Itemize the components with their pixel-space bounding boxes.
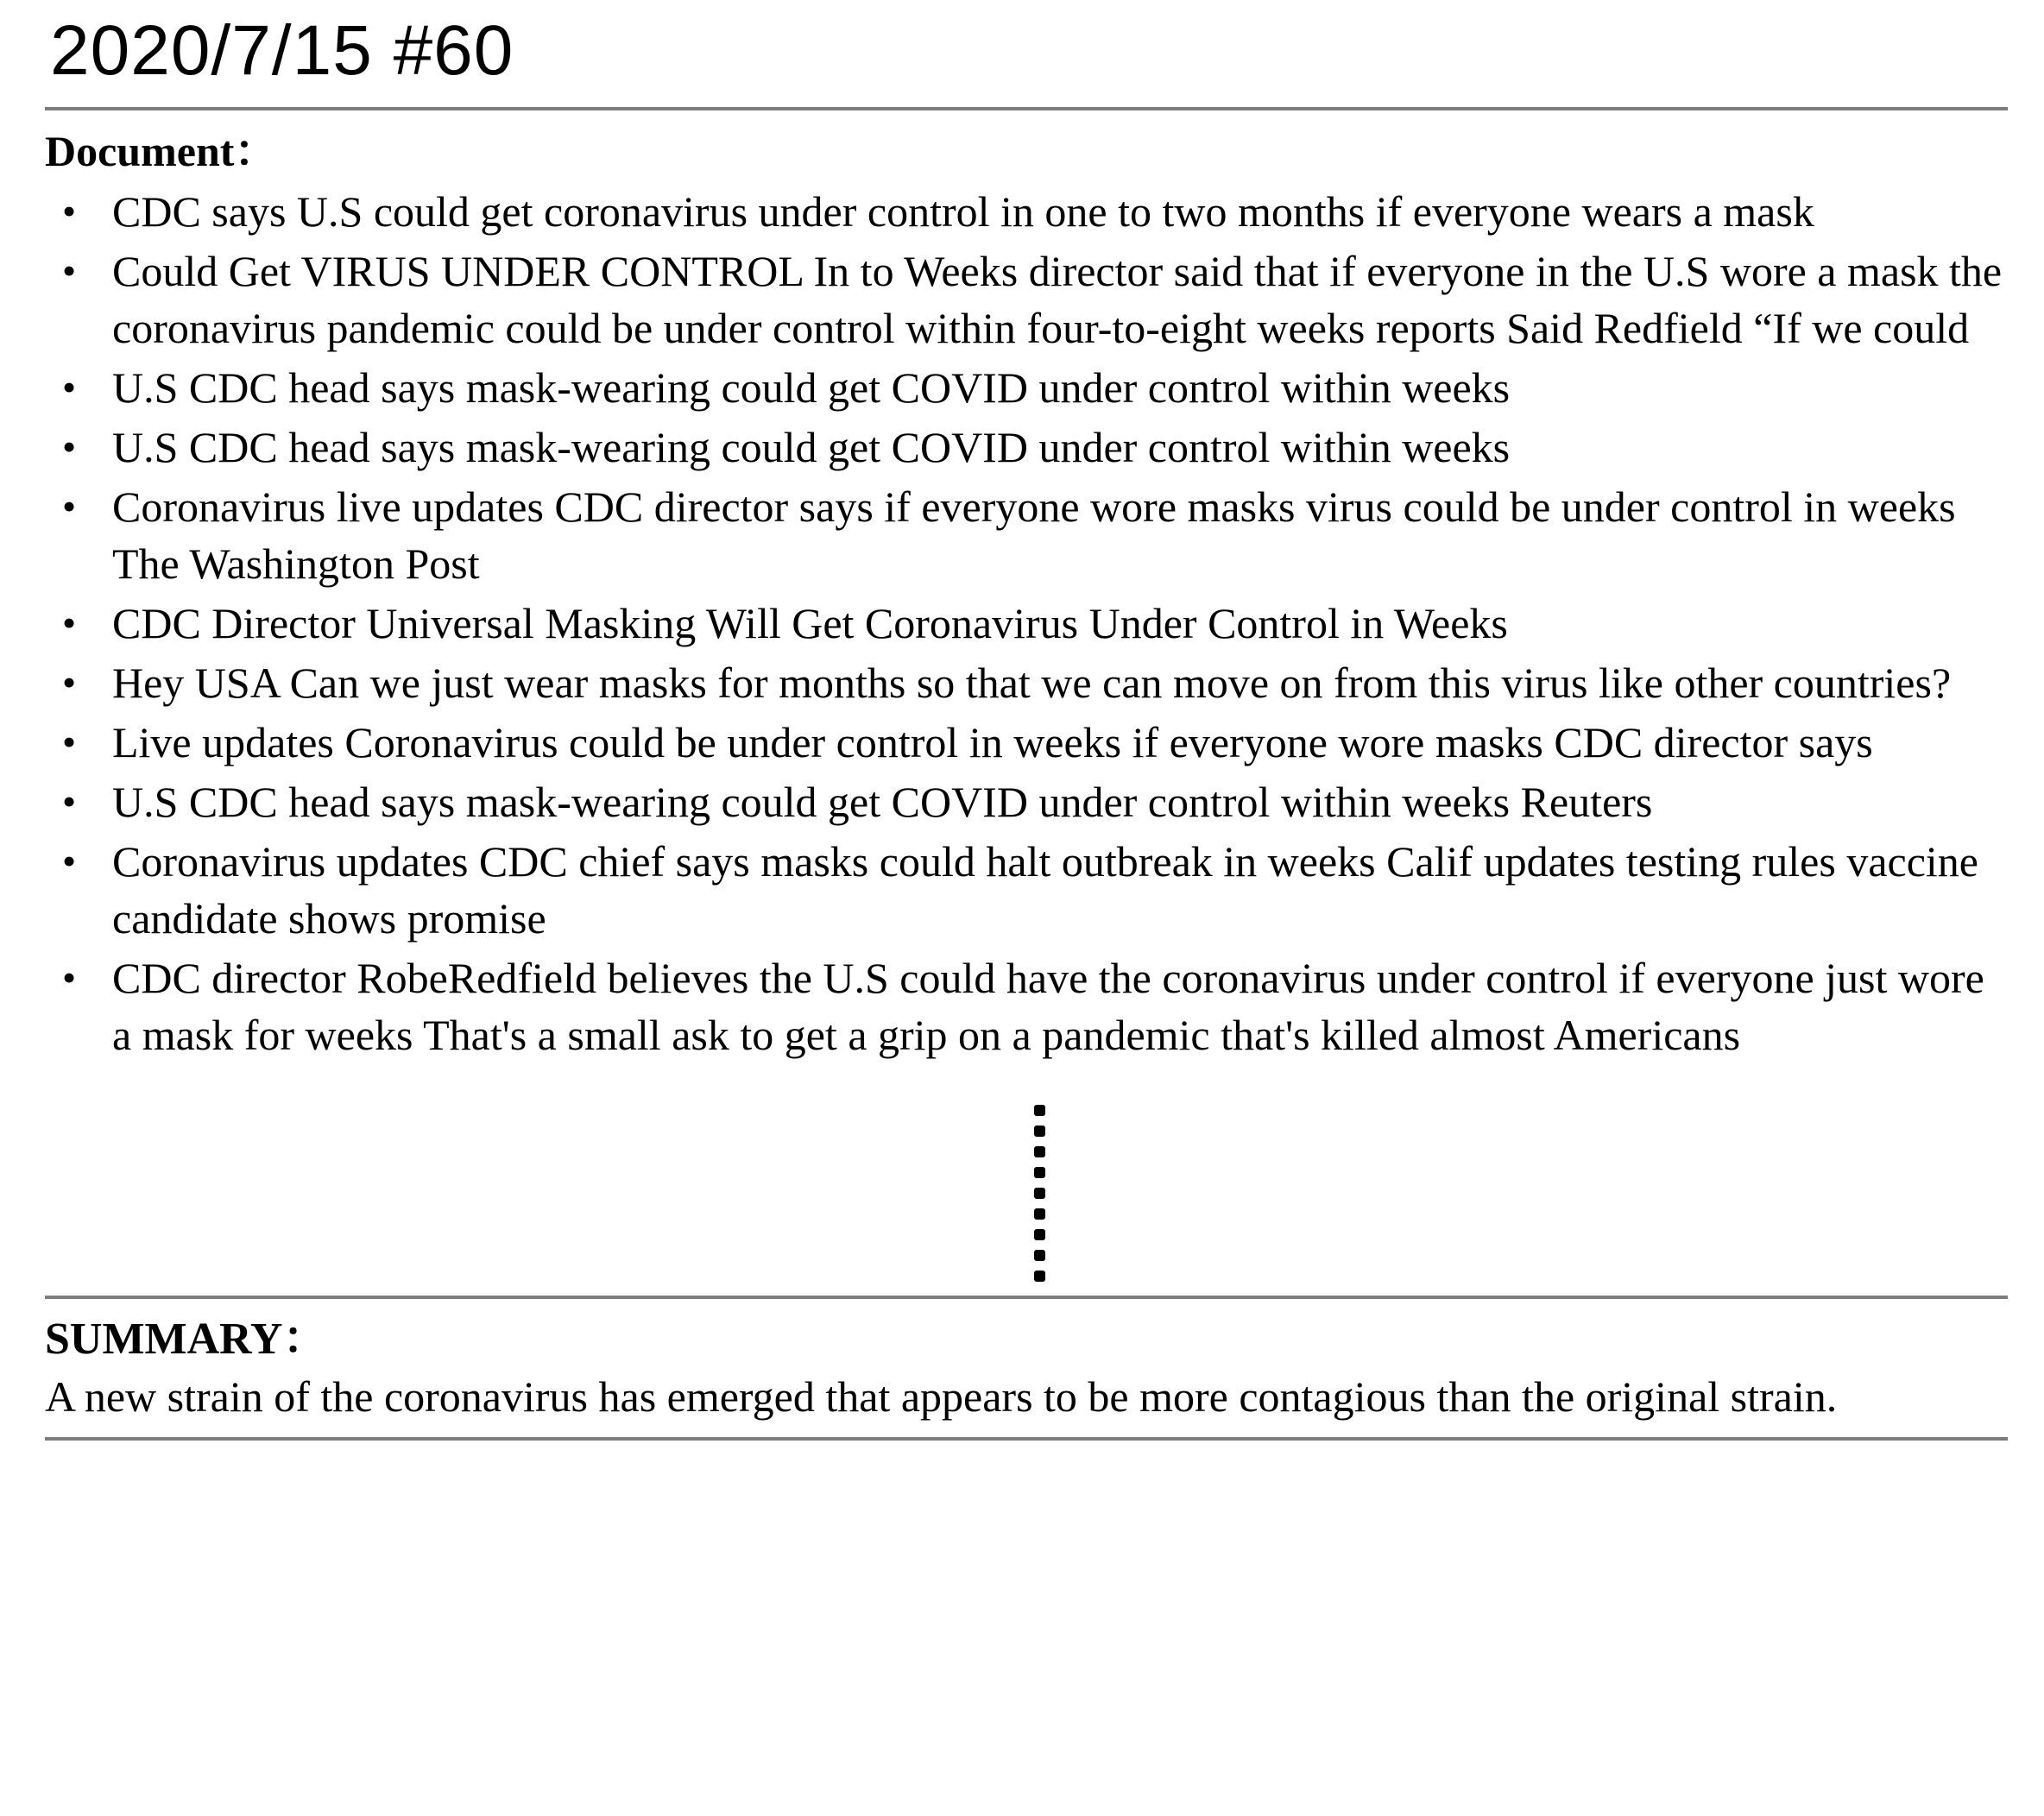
page-title: 2020/7/15 #60 — [50, 11, 514, 90]
headline-item: • Coronavirus updates CDC chief says masks could halt outbreak in weeks Calif updates testing rules vaccine candidate shows promise — [45, 833, 2003, 947]
ellipsis-dot — [1034, 1105, 1045, 1116]
headline-item: • CDC Director Universal Masking Will Get Coronavirus Under Control in Weeks — [45, 595, 2003, 652]
ellipsis-dot — [1034, 1208, 1045, 1220]
headline-item: • Hey USA Can we just wear masks for months so that we can move on from this virus like other countries? — [45, 654, 2003, 711]
ellipsis-dot — [1034, 1126, 1045, 1137]
vertical-ellipsis-icon — [1034, 1105, 1045, 1282]
headline-item: • U.S CDC head says mask-wearing could get COVID under control within weeks Reuters — [45, 773, 2003, 830]
summary-text: A new strain of the coronavirus has emerged that appears to be more contagious than the original strain. — [45, 1372, 1838, 1422]
ellipsis-dot — [1034, 1167, 1045, 1178]
headline-list — [45, 183, 2008, 1063]
headline-item: • CDC director RobeRedfield believes the U.S could have the coronavirus under control if everyone just wore a mask for weeks That's a small ask to get a grip on a pandemic that's killed almost Americans — [45, 949, 2003, 1063]
bottom-divider — [45, 1437, 2008, 1441]
ellipsis-dot — [1034, 1271, 1045, 1282]
summary-divider — [45, 1296, 2008, 1299]
headline-item: • U.S CDC head says mask-wearing could get COVID under control within weeks — [45, 359, 2003, 416]
headline-item: • CDC says U.S could get coronavirus under control in one to two months if everyone wears a mask — [45, 183, 2003, 240]
summary-heading: SUMMARY： — [45, 1315, 328, 1365]
headline-item: • Could Get VIRUS UNDER CONTROL In to Weeks director said that if everyone in the U.S wore a mask the coronavirus pandemic could be under control within four-to-eight weeks reports Said Redfield “If we could — [45, 243, 2003, 356]
summary-section — [45, 1311, 2008, 1425]
ellipsis-dot — [1034, 1146, 1045, 1157]
headline-item: • Live updates Coronavirus could be under control in weeks if everyone wore masks CDC director says — [45, 714, 2003, 771]
document-section — [45, 124, 2008, 1282]
title-divider — [45, 107, 2008, 110]
headline-item: • U.S CDC head says mask-wearing could get COVID under control within weeks — [45, 419, 2003, 476]
headline-item: • Coronavirus live updates CDC director says if everyone wore masks virus could be under control in weeks The Washington Post — [45, 478, 2003, 592]
document-heading: Document： — [45, 127, 278, 176]
ellipsis-dot — [1034, 1188, 1045, 1199]
ellipsis-dot — [1034, 1229, 1045, 1240]
ellipsis-dot — [1034, 1250, 1045, 1261]
